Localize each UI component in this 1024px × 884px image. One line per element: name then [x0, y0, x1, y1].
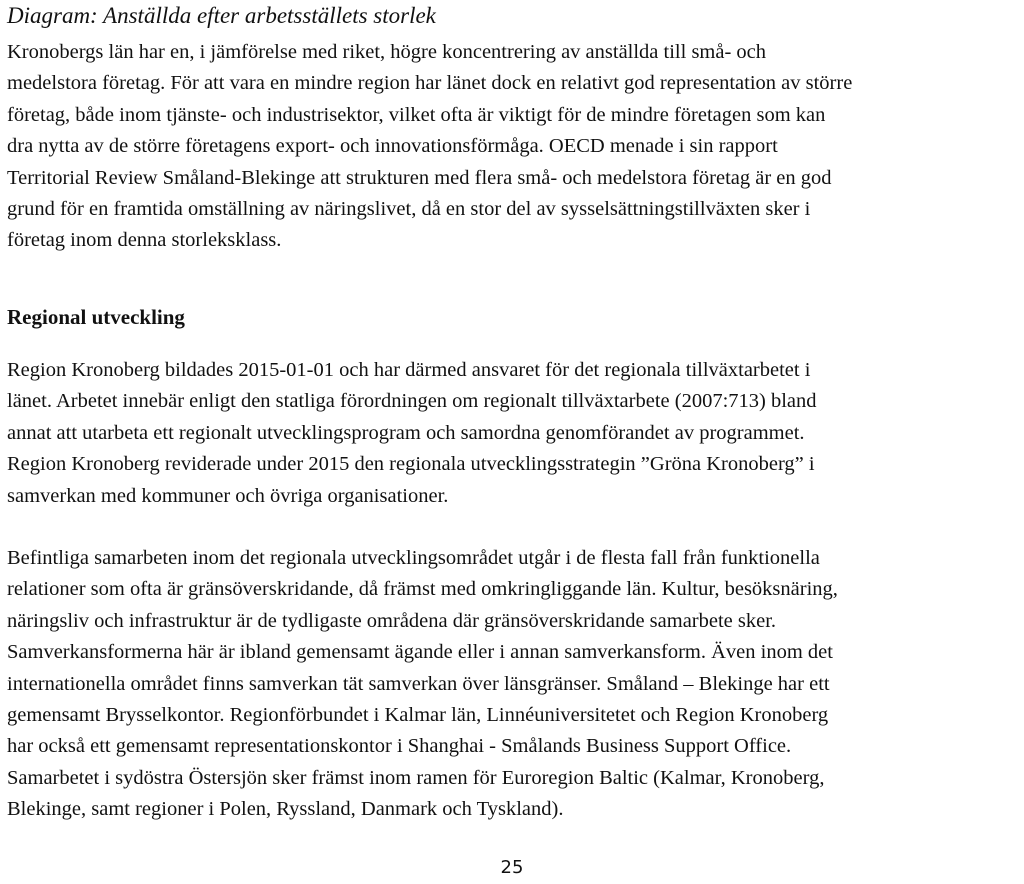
text-line: Befintliga samarbeten inom det regionala utvecklingsområdet utgår i de flesta fall från funktionella	[7, 547, 820, 569]
text-line: grund för en framtida omställning av näringslivet, då en stor del av sysselsättningstillväxten sker i	[7, 198, 811, 221]
text-line: dra nytta av de större företagens export- och innovationsförmåga. OECD menade i sin rapport	[7, 135, 778, 158]
paragraph-employment-structure	[7, 37, 852, 257]
text-line: medelstora företag. För att vara en mindre region har länet dock en relativt god representation av större	[7, 72, 853, 95]
text-line: länet. Arbetet innebär enligt den statliga förordningen om regionalt tillväxtarbete (2007:713) bland	[7, 390, 817, 413]
text-line: företag inom denna storleksklass.	[7, 229, 282, 252]
text-line: Region Kronoberg reviderade under 2015 den regionala utvecklingsstrategin ”Gröna Kronoberg” i	[7, 453, 815, 476]
paragraph-region-kronoberg	[7, 355, 817, 512]
text-line: gemensamt Brysselkontor. Regionförbundet i Kalmar län, Linnéuniversitetet och Region Kronoberg	[7, 704, 829, 727]
text-line: Region Kronoberg bildades 2015-01-01 och har därmed ansvaret för det regionala tillväxtarbetet i	[7, 359, 811, 381]
text-line: Samarbetet i sydöstra Östersjön sker främst inom ramen för Euroregion Baltic (Kalmar, Kronoberg,	[7, 766, 825, 789]
diagram-caption: Diagram: Anställda efter arbetsställets storlek	[7, 3, 436, 28]
text-line: har också ett gemensamt representationskontor i Shanghai - Smålands Business Support Office.	[7, 735, 792, 758]
text-line: Blekinge, samt regioner i Polen, Ryssland, Danmark och Tyskland).	[7, 798, 564, 821]
text-line: näringsliv och infrastruktur är de tydligaste områdena där gränsöverskridande samarbete sker.	[7, 609, 777, 632]
text-line: Kronobergs län har en, i jämförelse med riket, högre koncentrering av anställda till små- och	[7, 41, 767, 63]
text-line: annat att utarbeta ett regionalt utvecklingsprogram och samordna genomförandet av programmet.	[7, 421, 805, 444]
text-line: samverkan med kommuner och övriga organisationer.	[7, 484, 449, 507]
text-line: Samverkansformerna här är ibland gemensamt ägande eller i annan samverkansform. Även inom det	[7, 641, 833, 664]
text-line: internationella området finns samverkan tät samverkan över länsgränser. Småland – Blekinge har ett	[7, 672, 830, 695]
text-line: Territorial Review Småland-Blekinge att strukturen med flera små- och medelstora företag är en god	[7, 166, 832, 189]
text-line: företag, både inom tjänste- och industrisektor, vilket ofta är viktigt för de mindre företagen som kan	[7, 103, 826, 126]
text-line: relationer som ofta är gränsöverskridande, då främst med omkringliggande län. Kultur, besöksnäring,	[7, 578, 838, 601]
page-number: 25	[500, 857, 524, 878]
paragraph-cooperation	[7, 543, 838, 826]
section-heading: Regional utveckling	[7, 305, 185, 329]
